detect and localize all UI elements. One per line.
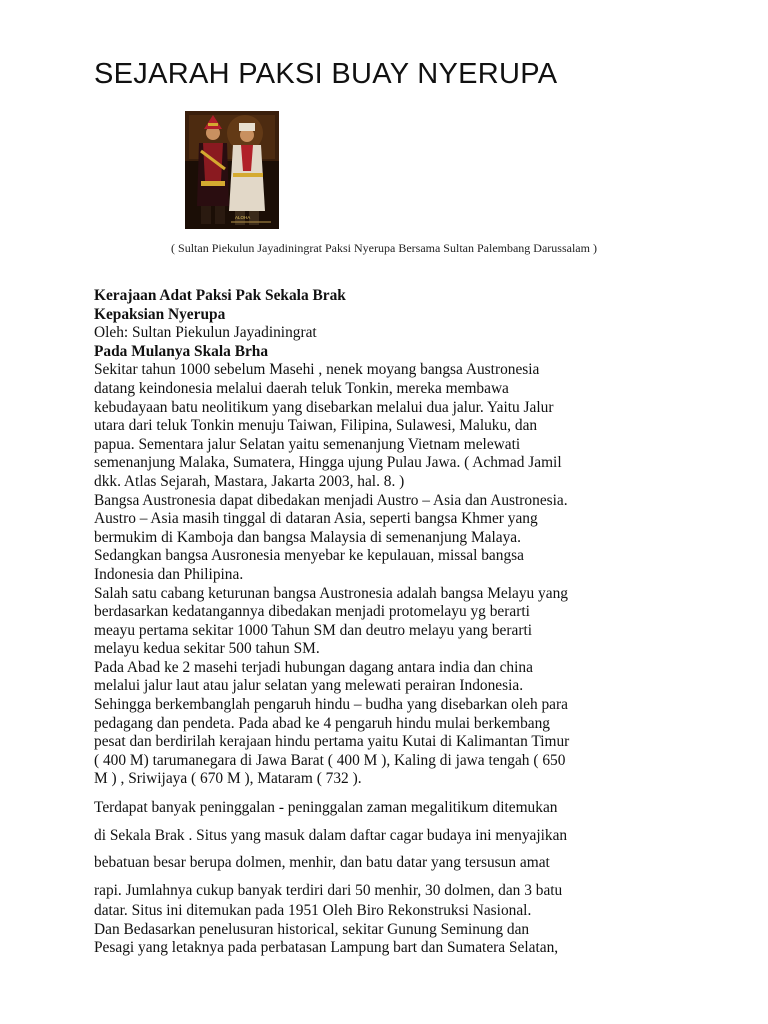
text-line: datar. Situs ini ditemukan pada 1951 Oleh Biro Rekonstruksi Nasional. xyxy=(94,902,532,919)
text-line: datang keindonesia melalui daerah teluk Tonkin, mereka membawa xyxy=(94,379,509,397)
text-line: bermukim di Kamboja dan bangsa Malaysia di semenanjung Malaya. xyxy=(94,528,521,546)
text-line: Sedangkan bangsa Ausronesia menyebar ke kepulauan, missal bangsa xyxy=(94,547,524,565)
sultan-photo-illustration xyxy=(185,111,279,229)
text-line: kebudayaan batu neolitikum yang disebarkan melalui dua jalur. Yaitu Jalur xyxy=(94,398,554,416)
body-paragraph xyxy=(94,361,704,789)
section-heading: Pada Mulanya Skala Brha xyxy=(94,342,269,360)
text-line: papua. Sementara jalur Selatan yaitu semenanjung Vietnam melewati xyxy=(94,435,521,453)
text-line: Dan Bedasarkan penelusuran historical, sekitar Gunung Seminung dan xyxy=(94,920,530,938)
heading-kerajaan: Kerajaan Adat Paksi Pak Sekala Brak xyxy=(94,287,346,304)
text-line: di Sekala Brak . Situs yang masuk dalam daftar cagar budaya ini menyajikan xyxy=(94,826,568,844)
megalith-paragraph xyxy=(94,794,714,904)
text-line: Sehingga berkembanglah pengaruh hindu – budha yang disebarkan oleh para xyxy=(94,696,568,714)
text-line: meayu pertama sekitar 1000 Tahun SM dan deutro melayu yang berarti xyxy=(94,621,532,639)
text-line: Bangsa Austronesia dapat dibedakan menjadi Austro – Asia dan Austronesia. xyxy=(94,491,568,509)
text-line: rapi. Jumlahnya cukup banyak terdiri dari 50 menhir, 30 dolmen, dan 3 batu xyxy=(94,881,563,899)
text-line: Sekitar tahun 1000 sebelum Masehi , nenek moyang bangsa Austronesia xyxy=(94,361,540,379)
text-line: semenanjung Malaka, Sumatera, Hingga ujung Pulau Jawa. ( Achmad Jamil xyxy=(94,454,562,472)
text-line: berdasarkan kedatangannya dibedakan menjadi protomelayu yg berarti xyxy=(94,603,530,621)
text-line: ( 400 M) tarumanegara di Jawa Barat ( 400 M ), Kaling di jawa tengah ( 650 xyxy=(94,751,566,769)
heading-kepaksian: Kepaksian Nyerupa xyxy=(94,305,226,323)
text-line: pesat dan berdirilah kerajaan hindu pertama yaitu Kutai di Kalimantan Timur xyxy=(94,733,570,751)
text-line: dkk. Atlas Sejarah, Mastara, Jakarta 2003, hal. 8. ) xyxy=(94,472,405,490)
closing-paragraph xyxy=(94,902,714,958)
text-line: bebatuan besar berupa dolmen, menhir, dan batu datar yang tersusun amat xyxy=(94,854,550,871)
photo-overlay-label: ALOHA xyxy=(235,215,251,220)
author-byline: Oleh: Sultan Piekulun Jayadiningrat xyxy=(94,324,317,342)
text-line: M ) , Sriwijaya ( 670 M ), Mataram ( 732 ). xyxy=(94,770,362,788)
photo-caption: ( Sultan Piekulun Jayadiningrat Paksi Nyerupa Bersama Sultan Palembang Darussalam ) xyxy=(171,241,597,255)
text-line: Indonesia dan Philipina. xyxy=(94,565,244,583)
text-line: Salah satu cabang keturunan bangsa Austronesia adalah bangsa Melayu yang xyxy=(94,584,568,602)
article-body xyxy=(94,287,704,789)
text-line: melalui jalur laut atau jalur selatan yang melewati perairan Indonesia. xyxy=(94,677,524,695)
document-title: SEJARAH PAKSI BUAY NYERUPA xyxy=(94,58,558,90)
text-line: Pesagi yang letaknya pada perbatasan Lampung bart dan Sumatera Selatan, xyxy=(94,939,559,957)
text-line: Terdapat banyak peninggalan - peninggalan zaman megalitikum ditemukan xyxy=(94,799,558,816)
text-line: pedagang dan pendeta. Pada abad ke 4 pengaruh hindu mulai berkembang xyxy=(94,714,551,732)
text-line: Pada Abad ke 2 masehi terjadi hubungan dagang antara india dan china xyxy=(94,658,533,676)
text-line: Austro – Asia masih tinggal di dataran Asia, seperti bangsa Khmer yang xyxy=(94,510,538,528)
sultan-photo xyxy=(185,111,279,229)
text-line: utara dari teluk Tonkin menuju Taiwan, Filipina, Sulawesi, Maluku, dan xyxy=(94,417,538,435)
text-line: melayu kedua sekitar 500 tahun SM. xyxy=(94,640,320,658)
